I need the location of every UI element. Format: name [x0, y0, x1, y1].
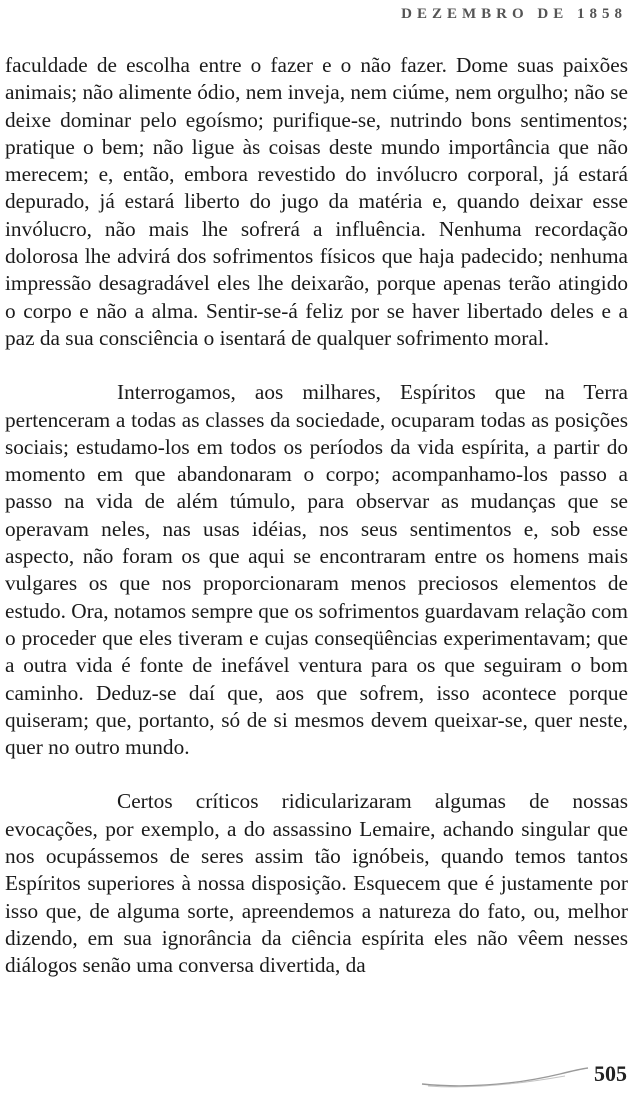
page-number: 505: [594, 1061, 627, 1086]
paragraph-certos-criticos: Certos críticos ridicularizaram algumas de nossas evocações, por exemplo, a do assassino Lemaire, achando singular que nos ocupássemos de seres assim tão ignóbeis, quando temos tantos Espíritos superiores à nossa disposição. Esquecem que é justamente por isso que, de alguma sorte, apreendemos a natureza do fato, ou, melhor dizendo, em sua ignorância da ciência espírita eles não vêem nesses diálogos senão uma conversa divertida, da: [5, 789, 628, 978]
running-header: DEZEMBRO DE 1858: [401, 6, 627, 22]
page-footer: [0, 1050, 633, 1100]
swoosh-flourish-icon: [420, 1064, 590, 1090]
paragraph-interrogamos: Interrogamos, aos milhares, Espíritos que na Terra pertenceram a todas as classes da sociedade, ocuparam todas as posições sociais; estudamo-los em todos os períodos da vida espírita, a partir do momento em que abandonaram o corpo; acompanhamo-los passo a passo na vida de além túmulo, para observar as mudanças que se operavam neles, nas usas idéias, nos seus sentimentos e, sob esse aspecto, não foram os que aqui se encontraram entre os homens mais vulgares os que nos proporcionaram menos preciosos elementos de estudo. Ora, notamos sempre que os sofrimentos guardavam relação com o proceder que eles tiveram e cujas conseqüências experimentavam; que a outra vida é fonte de inefável ventura para os que seguiram o bom caminho. Deduz-se daí que, aos que sofrem, isso acontece porque quiseram; que, portanto, só de si mesmos devem queixar-se, quer neste, quer no outro mundo.: [5, 380, 628, 760]
page-body: [5, 52, 628, 980]
paragraph-continuation: faculdade de escolha entre o fazer e o não fazer. Dome suas paixões animais; não alimente ódio, nem inveja, nem ciúme, nem orgulho; não se deixe dominar pelo egoísmo; purifique-se, nutrindo bons sentimentos; pratique o bem; não ligue às coisas deste mundo importância que não merecem; e, então, embora revestido do invólucro corporal, já estará depurado, já estará liberto do jugo da matéria e, quando deixar esse invólucro, não mais lhe sofrerá a influência. Nenhuma recordação dolorosa lhe advirá dos sofrimentos físicos que haja padecido; nenhuma impressão desagradável eles lhe deixarão, porque apenas terão atingido o corpo e não a alma. Sentir-se-á feliz por se haver libertado deles e a paz da sua consciência o isentará de qualquer sofrimento moral.: [5, 53, 628, 350]
